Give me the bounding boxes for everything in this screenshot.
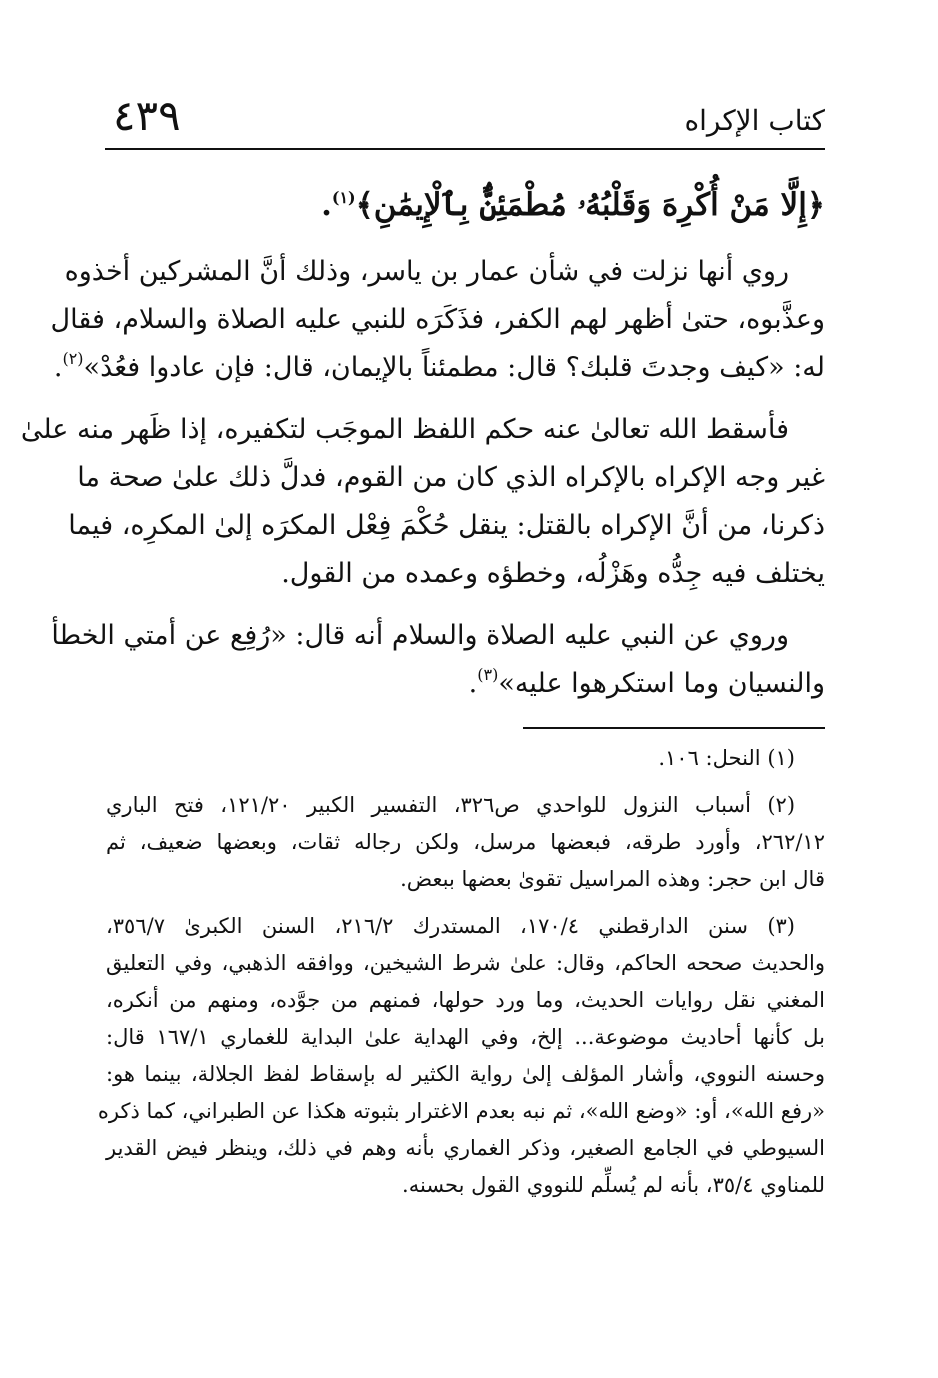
line-end: . xyxy=(53,352,63,383)
footnote-line: المغني نقل روايات الحديث، وما ورد حولها، فمنهم من جوَّده، ومنهم من أنكره، xyxy=(106,988,825,1012)
footnote-ref-2[interactable]: (٢) xyxy=(62,349,84,368)
chapter-title: كتاب الإكراه xyxy=(684,104,825,137)
text-line-content: والنسيان وما استكرهوا عليه» xyxy=(498,668,825,699)
main-text xyxy=(20,176,825,708)
paragraph-2 xyxy=(20,406,825,598)
footnote-line: (٣) سنن الدارقطني ١٧٠/٤، المستدرك ٢١٦/٢، السنن الكبرىٰ ٣٥٦/٧، xyxy=(106,914,795,938)
verse-end: . xyxy=(321,187,332,223)
text-line xyxy=(53,344,825,392)
footnote-line: «رفع الله»، أو: «وضع الله»، ثم نبه بعدم الاغترار بثبوته هكذا عن الطبراني، كما ذكره xyxy=(97,1099,825,1123)
footnote-line: والحديث صححه الحاكم، وقال: علىٰ شرط الشيخين، ووافقه الذهبي، وفي التعليق xyxy=(106,951,825,975)
footnote-line: للمناوي ٣٥/٤، بأنه لم يُسلِّم للنووي القول بحسنه. xyxy=(402,1173,825,1197)
footnote-2 xyxy=(106,787,825,898)
text-line: ذكرنا، من أنَّ الإكراه بالقتل: ينقل حُكْمَ فِعْل المكرَه إلىٰ المكرِه، فيما xyxy=(68,510,825,541)
text-line-content: له: «كيف وجدتَ قلبك؟ قال: مطمئناً بالإيمان، قال: فإن عادوا فعُدْ» xyxy=(83,352,825,383)
paragraph-3 xyxy=(51,612,825,708)
footnote-line: السيوطي في الجامع الصغير، وذكر الغماري بأنه وهم في ذلك، وينظر فيض القدير xyxy=(106,1136,825,1160)
text-line: غير وجه الإكراه بالإكراه الذي كان من القوم، فدلَّ ذلك علىٰ صحة ما xyxy=(77,462,825,493)
text-line: وعذَّبوه، حتىٰ أظهر لهم الكفر، فذَكَرَه للنبي عليه الصلاة والسلام، فقال xyxy=(50,304,825,335)
text-line: فأسقط الله تعالىٰ عنه حكم اللفظ الموجَب لتكفيره، إذا ظَهر منه علىٰ xyxy=(20,414,789,445)
footnote-1 xyxy=(106,740,825,777)
page-number: ٤٣٩ xyxy=(113,91,181,140)
text-line: وروي عن النبي عليه الصلاة والسلام أنه قال: «رُفِع عن أمتي الخطأ xyxy=(51,620,789,651)
footnote-line: (١) النحل: ١٠٦. xyxy=(658,746,795,770)
footnote-separator xyxy=(523,727,825,729)
footnote-ref-1[interactable]: (١) xyxy=(331,188,356,207)
footnote-line: بل كأنها أحاديث موضوعة... إلخ، وفي الهداية علىٰ البداية للغماري ١٦٧/١ قال: xyxy=(106,1025,825,1049)
line-end: . xyxy=(468,668,478,699)
footnote-ref-3[interactable]: (٣) xyxy=(477,665,499,684)
footnote-line: (٢) أسباب النزول للواحدي ص٣٢٦، التفسير الكبير ١٢١/٢٠، فتح الباري xyxy=(106,793,796,817)
text-line xyxy=(106,660,825,708)
footnote-3 xyxy=(97,908,825,1204)
running-header xyxy=(105,92,825,150)
footnotes xyxy=(97,740,825,1204)
verse-text: ﴿إِلَّا مَنْ أُكْرِهَ وَقَلْبُهُۥ مُطْمَئِنٌّۢ بِٱلْإِيمَٰنِ﴾ xyxy=(355,187,825,223)
text-line: يختلف فيه جِدُّه وهَزْلُه، وخطؤه وعمده من القول. xyxy=(281,558,825,589)
footnote-line: قال ابن حجر: وهذه المراسيل تقوىٰ بعضها ببعض. xyxy=(400,867,825,891)
footnote-line: وحسنه النووي، وأشار المؤلف إلىٰ رواية الكثير له بإسقاط لفظ الجلالة، بينما هو: xyxy=(106,1062,825,1086)
text-line: روي أنها نزلت في شأن عمار بن ياسر، وذلك أنَّ المشركين أخذوه xyxy=(64,256,789,287)
paragraph-1 xyxy=(50,248,825,392)
quran-verse xyxy=(106,176,825,234)
footnote-line: ٢٦٢/١٢، وأورد طرقه، فبعضها مرسل، ولكن رجاله ثقات، وبعضها ضعيف، ثم xyxy=(106,830,825,854)
